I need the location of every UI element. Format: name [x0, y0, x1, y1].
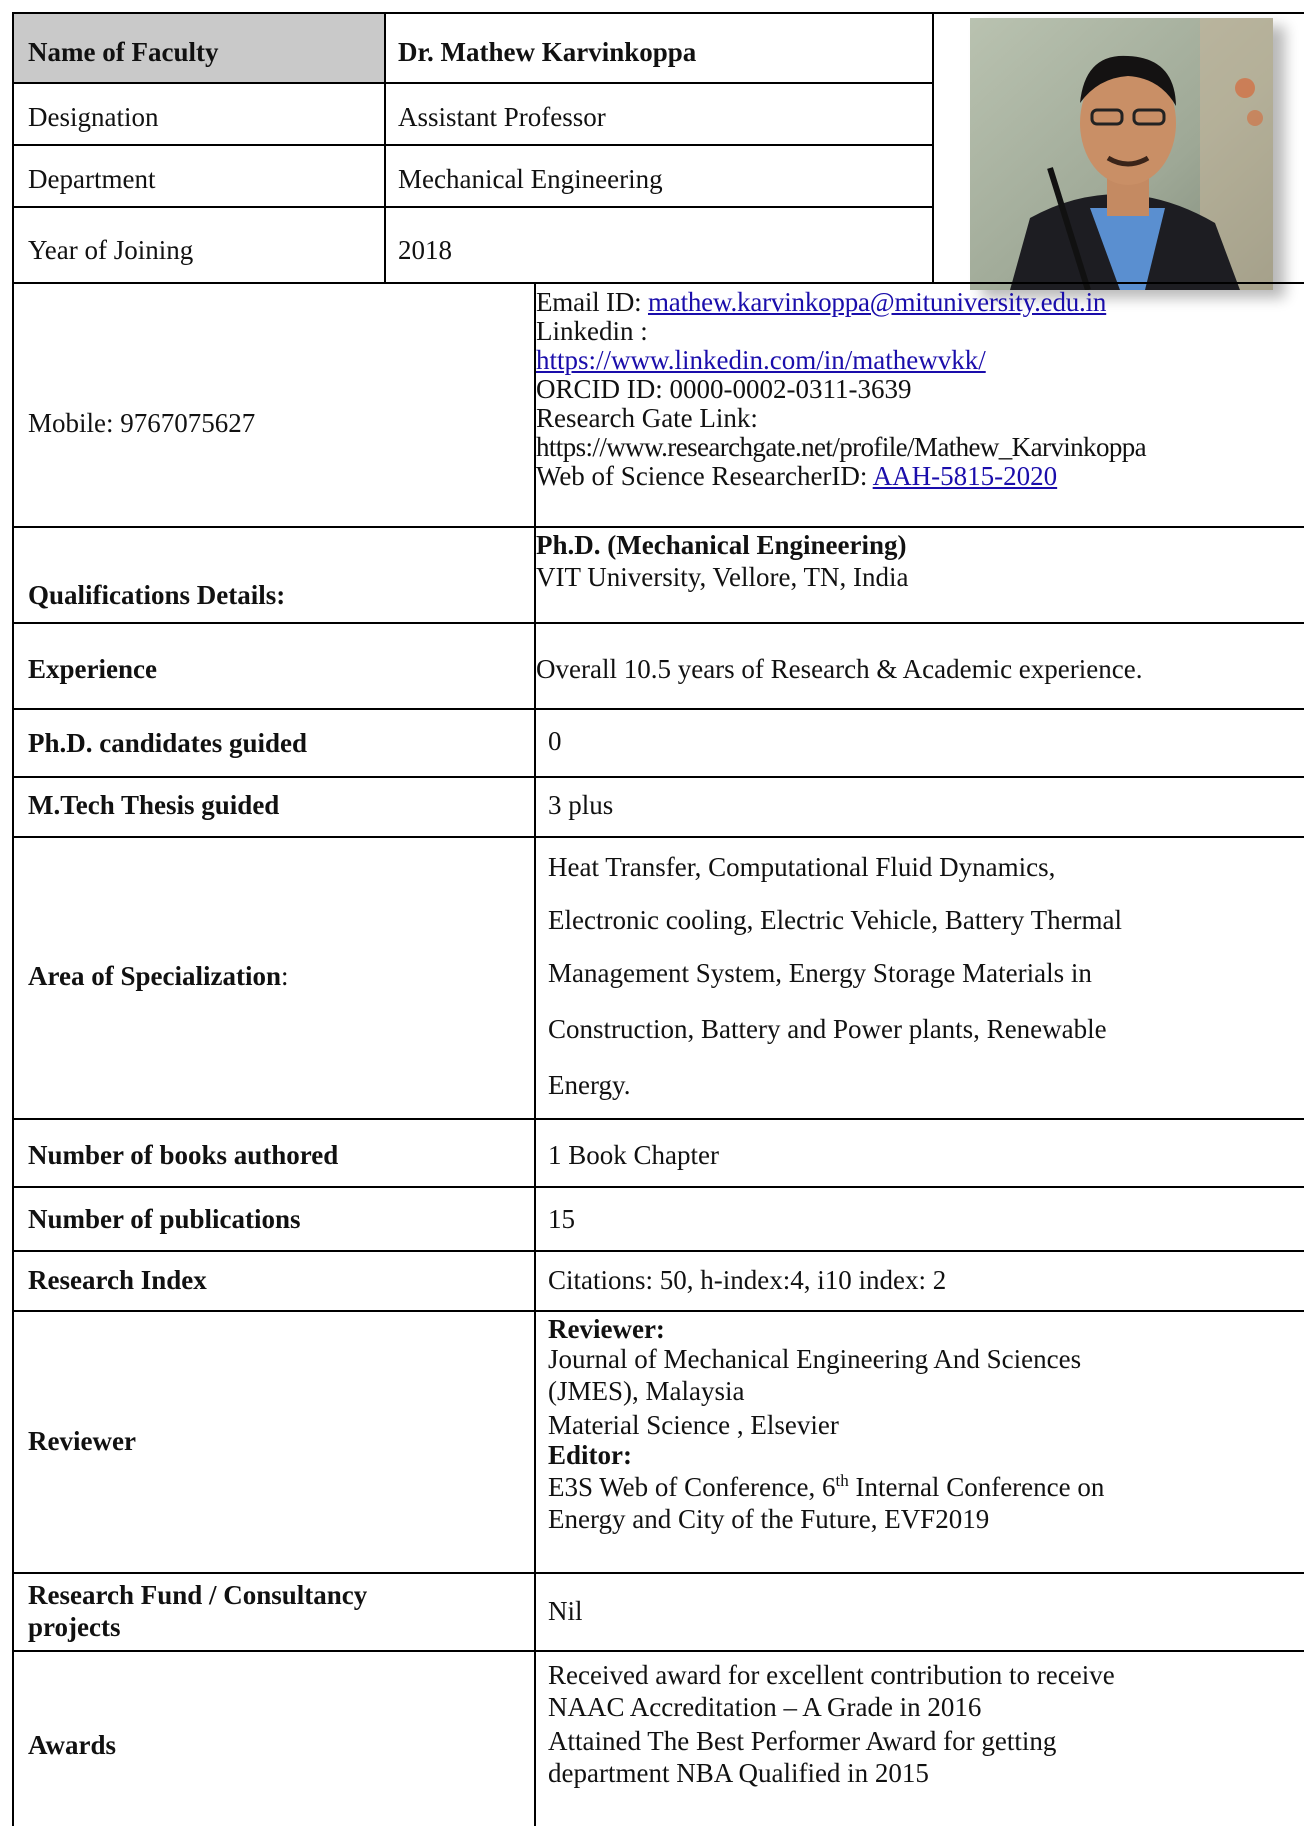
- awards-label: Awards: [28, 1730, 117, 1760]
- awards-line: Attained The Best Performer Award for getting: [548, 1726, 1057, 1756]
- editor-line: [548, 1472, 1104, 1502]
- border-row: [12, 526, 1304, 528]
- department-value: Mechanical Engineering: [398, 164, 663, 194]
- reviewer-line: Journal of Mechanical Engineering And Sciences: [548, 1344, 1082, 1374]
- border-col-main: [534, 282, 536, 1826]
- specialization-line: Management System, Energy Storage Materials in: [548, 958, 1092, 988]
- border-row: [12, 1250, 1304, 1252]
- faculty-photo-image: [970, 18, 1273, 290]
- border-row: [12, 622, 1304, 624]
- editor-line: Energy and City of the Future, EVF2019: [548, 1504, 990, 1534]
- joining-label: Year of Joining: [28, 235, 194, 265]
- specialization-colon: :: [280, 961, 289, 991]
- editor-line-superscript: th: [835, 1471, 849, 1490]
- researchgate-url: https://www.researchgate.net/profile/Mathew_Karvinkoppa: [536, 432, 1147, 462]
- designation-value: Assistant Professor: [398, 102, 606, 132]
- editor-line-part: Internal Conference on: [848, 1472, 1105, 1502]
- contact-block: [536, 288, 1304, 491]
- border-row: [12, 1572, 1304, 1574]
- phd-guided-label: Ph.D. candidates guided: [28, 728, 308, 758]
- funding-label-line: projects: [28, 1612, 121, 1642]
- phd-guided-value: 0: [548, 726, 562, 756]
- wos-line: [536, 462, 1304, 491]
- editor-heading: Editor:: [548, 1440, 632, 1470]
- specialization-label-line: [28, 961, 288, 991]
- awards-line: Received award for excellent contribution to receive: [548, 1660, 1115, 1690]
- qualifications-label: Qualifications Details:: [28, 580, 286, 610]
- border-row: [12, 82, 934, 84]
- border-row: [12, 1118, 1304, 1120]
- specialization-line: Energy.: [548, 1070, 631, 1100]
- researchgate-label: Research Gate Link:: [536, 403, 758, 433]
- border-col-header: [384, 12, 386, 284]
- mobile-number: Mobile: 9767075627: [28, 408, 256, 438]
- name-label: Name of Faculty: [28, 37, 219, 67]
- mtech-guided-label: M.Tech Thesis guided: [28, 790, 280, 820]
- designation-label: Designation: [28, 102, 159, 132]
- border-row: [12, 776, 1304, 778]
- border-row: [12, 1650, 1304, 1652]
- border-row: [12, 282, 1304, 284]
- funding-value: Nil: [548, 1596, 583, 1626]
- email-label: Email ID:: [536, 287, 648, 317]
- books-value: 1 Book Chapter: [548, 1140, 719, 1170]
- funding-label-line: Research Fund / Consultancy: [28, 1580, 368, 1610]
- border-left: [12, 12, 14, 1826]
- mtech-guided-value: 3 plus: [548, 790, 614, 820]
- publications-value: 15: [548, 1204, 575, 1234]
- email-line: [536, 288, 1304, 317]
- linkedin-label: Linkedin :: [536, 316, 648, 346]
- research-index-label: Research Index: [28, 1265, 207, 1295]
- reviewer-line: Material Science , Elsevier: [548, 1410, 839, 1440]
- specialization-label: Area of Specialization: [28, 961, 281, 991]
- border-row: [12, 206, 934, 208]
- border-top: [12, 12, 1304, 14]
- awards-line: NAAC Accreditation – A Grade in 2016: [548, 1692, 982, 1722]
- research-index-value: Citations: 50, h-index:4, i10 index: 2: [548, 1265, 947, 1295]
- department-label: Department: [28, 164, 156, 194]
- border-row: [12, 1186, 1304, 1188]
- orcid-id: ORCID ID: 0000-0002-0311-3639: [536, 374, 912, 404]
- qualification-institution: VIT University, Vellore, TN, India: [536, 562, 909, 592]
- border-row: [12, 1310, 1304, 1312]
- reviewer-line: (JMES), Malaysia: [548, 1376, 745, 1406]
- border-row: [12, 708, 1304, 710]
- wos-label: Web of Science ResearcherID:: [536, 461, 873, 491]
- qualification-degree: Ph.D. (Mechanical Engineering): [536, 530, 907, 560]
- faculty-photo: [970, 18, 1273, 290]
- publications-label: Number of publications: [28, 1204, 301, 1234]
- wos-link[interactable]: AAH-5815-2020: [872, 461, 1058, 491]
- email-link[interactable]: mathew.karvinkoppa@mituniversity.edu.in: [647, 287, 1107, 317]
- border-col-photo: [932, 12, 934, 284]
- experience-label: Experience: [28, 654, 157, 684]
- border-row: [12, 144, 934, 146]
- joining-value: 2018: [398, 235, 452, 265]
- specialization-line: Construction, Battery and Power plants, Renewable: [548, 1014, 1107, 1044]
- name-value: Dr. Mathew Karvinkoppa: [398, 37, 697, 67]
- reviewer-label: Reviewer: [28, 1426, 136, 1456]
- editor-line-part: E3S Web of Conference, 6: [548, 1472, 836, 1502]
- linkedin-link[interactable]: https://www.linkedin.com/in/mathewvkk/: [536, 345, 986, 375]
- reviewer-heading: Reviewer:: [548, 1314, 665, 1344]
- books-label: Number of books authored: [28, 1140, 339, 1170]
- border-row: [12, 836, 1304, 838]
- specialization-line: Electronic cooling, Electric Vehicle, Battery Thermal: [548, 905, 1123, 935]
- experience-value: Overall 10.5 years of Research & Academic experience.: [536, 654, 1143, 684]
- awards-line: department NBA Qualified in 2015: [548, 1758, 929, 1788]
- specialization-line: Heat Transfer, Computational Fluid Dynamics,: [548, 852, 1056, 882]
